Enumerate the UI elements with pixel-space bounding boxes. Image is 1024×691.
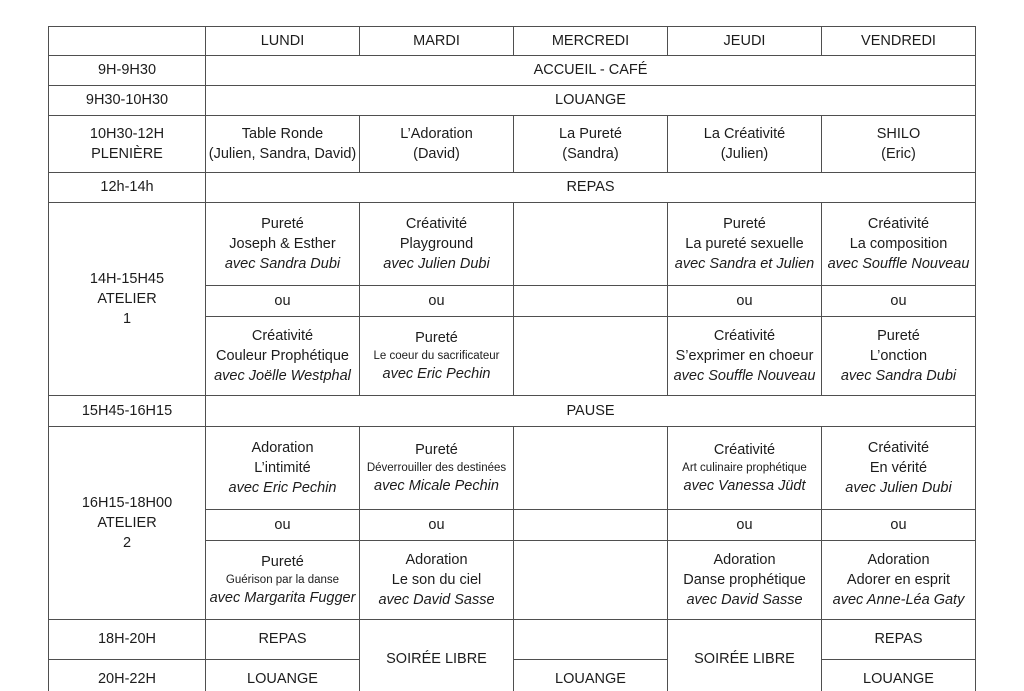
session-speaker: (David) [413, 146, 460, 162]
time-label: 10H30-12H [89, 125, 165, 142]
workshop1-vendredi-option-b [822, 317, 976, 396]
workshop-title: Danse prophétique [683, 571, 806, 588]
workshop-leader: avec Joëlle Westphal [214, 368, 351, 385]
workshop-title: Couleur Prophétique [215, 347, 349, 364]
evening-vendredi-repas: REPAS [822, 620, 976, 660]
time-slot-20h-22h: 20H-22H [49, 660, 206, 691]
workshop-title: Le coeur du sacrificateur [373, 349, 500, 362]
workshop-leader: avec Julien Dubi [845, 480, 952, 497]
workshop2-mardi-option-b [360, 541, 514, 620]
workshop-category: Pureté [877, 327, 920, 344]
or-separator-mardi: ou [360, 286, 514, 317]
time-label: ATELIER [97, 290, 157, 307]
workshop2-lundi-option-a [206, 427, 360, 510]
workshop-title: L’intimité [254, 459, 311, 476]
workshop-title: Déverrouiller des destinées [366, 461, 507, 474]
workshop-category: Pureté [723, 215, 766, 232]
time-slot-repas-midi: 12h-14h [49, 173, 206, 203]
workshop1-lundi-option-a [206, 203, 360, 286]
activity-louange-matin: LOUANGE [206, 86, 976, 116]
workshop-category: Adoration [405, 551, 468, 568]
or-separator-jeudi: ou [668, 286, 822, 317]
or-separator-lundi: ou [206, 286, 360, 317]
plenary-lundi [206, 116, 360, 173]
workshop-title: La composition [849, 235, 948, 252]
workshop2-mercredi-empty [514, 541, 668, 620]
workshop-title: Art culinaire prophétique [682, 461, 807, 474]
session-title: SHILO [876, 125, 921, 142]
time-label: 1 [122, 311, 132, 328]
evening-mercredi-empty [514, 620, 668, 660]
workshop2-mercredi-empty [514, 427, 668, 510]
session-speaker: (Julien, Sandra, David) [208, 146, 357, 162]
evening-jeudi-soiree-libre: SOIRÉE LIBRE [668, 620, 822, 691]
time-slot-accueil: 9H-9H30 [49, 56, 206, 86]
time-slot-atelier2 [49, 427, 206, 620]
workshop2-lundi-option-b [206, 541, 360, 620]
day-header-vendredi: VENDREDI [822, 27, 976, 56]
or-separator-lundi: ou [206, 510, 360, 541]
workshop-title: Joseph & Esther [229, 235, 336, 252]
workshop1-mardi-option-b [360, 317, 514, 396]
plenary-vendredi [822, 116, 976, 173]
workshop-title: Playground [399, 235, 474, 252]
time-slot-pleniere [49, 116, 206, 173]
session-title: La Créativité [703, 125, 786, 142]
workshop1-vendredi-option-a [822, 203, 976, 286]
time-label: PLENIÈRE [91, 146, 163, 162]
workshop-leader: avec Micale Pechin [374, 478, 499, 495]
workshop1-jeudi-option-a [668, 203, 822, 286]
day-header-lundi: LUNDI [206, 27, 360, 56]
workshop2-jeudi-option-b [668, 541, 822, 620]
evening-mardi-soiree-libre: SOIRÉE LIBRE [360, 620, 514, 691]
workshop-title: Adorer en esprit [846, 571, 951, 588]
session-speaker: (Julien) [720, 146, 769, 162]
time-slot-18h-20h: 18H-20H [49, 620, 206, 660]
workshop-title: S’exprimer en choeur [675, 347, 814, 364]
day-header-mardi: MARDI [360, 27, 514, 56]
time-label: ATELIER [97, 514, 157, 531]
workshop-category: Adoration [251, 439, 314, 456]
weekly-schedule-table [48, 26, 976, 691]
workshop-category: Créativité [713, 441, 776, 458]
workshop-leader: avec David Sasse [686, 592, 803, 609]
evening-mercredi-louange: LOUANGE [514, 660, 668, 691]
workshop-category: Créativité [405, 215, 468, 232]
time-slot-atelier1 [49, 203, 206, 396]
workshop2-vendredi-option-a [822, 427, 976, 510]
workshop-leader: avec Eric Pechin [228, 480, 337, 497]
workshop2-vendredi-option-b [822, 541, 976, 620]
session-speaker: (Eric) [881, 146, 916, 162]
workshop-leader: avec Anne-Léa Gaty [832, 592, 965, 609]
workshop-category: Créativité [251, 327, 314, 344]
workshop1-mardi-option-a [360, 203, 514, 286]
workshop-leader: avec Souffle Nouveau [673, 368, 816, 385]
time-label: 2 [122, 535, 132, 552]
time-label: 14H-15H45 [89, 270, 165, 287]
time-slot-pause: 15H45-16H15 [49, 396, 206, 427]
activity-repas-midi: REPAS [206, 173, 976, 203]
workshop2-mardi-option-a [360, 427, 514, 510]
workshop-category: Pureté [261, 553, 304, 570]
workshop-title: L’onction [869, 347, 928, 364]
corner-empty-cell [49, 27, 206, 56]
evening-vendredi-louange: LOUANGE [822, 660, 976, 691]
or-separator-mardi: ou [360, 510, 514, 541]
session-title: L’Adoration [400, 125, 473, 142]
workshop1-mercredi-empty [514, 203, 668, 286]
plenary-jeudi [668, 116, 822, 173]
workshop-category: Créativité [867, 215, 930, 232]
session-speaker: (Sandra) [562, 146, 619, 162]
workshop-title: La pureté sexuelle [685, 235, 804, 252]
workshop-category: Créativité [867, 439, 930, 456]
or-separator-vendredi: ou [822, 510, 976, 541]
workshop-title: En vérité [869, 459, 928, 476]
workshop-leader: avec Sandra Dubi [840, 368, 957, 385]
activity-pause: PAUSE [206, 396, 976, 427]
workshop-category: Adoration [713, 551, 776, 568]
workshop-title: Guérison par la danse [225, 573, 340, 586]
workshop-category: Pureté [415, 441, 458, 458]
day-header-jeudi: JEUDI [668, 27, 822, 56]
workshop1-lundi-option-b [206, 317, 360, 396]
workshop-leader: avec Eric Pechin [382, 366, 491, 383]
workshop-leader: avec Sandra et Julien [674, 256, 815, 273]
workshop1-mercredi-empty [514, 317, 668, 396]
workshop2-jeudi-option-a [668, 427, 822, 510]
workshop-title: Le son du ciel [391, 571, 482, 588]
workshop-leader: avec Vanessa Jüdt [683, 478, 806, 495]
session-title: Table Ronde [241, 125, 324, 142]
workshop1-jeudi-option-b [668, 317, 822, 396]
time-slot-louange-matin: 9H30-10H30 [49, 86, 206, 116]
workshop-category: Pureté [415, 329, 458, 346]
or-separator-mercredi-empty [514, 510, 668, 541]
workshop-leader: avec Sandra Dubi [224, 256, 341, 273]
plenary-mardi [360, 116, 514, 173]
evening-lundi-repas: REPAS [206, 620, 360, 660]
or-separator-vendredi: ou [822, 286, 976, 317]
time-label: 16H15-18H00 [81, 494, 173, 511]
activity-accueil-cafe: ACCUEIL - CAFÉ [206, 56, 976, 86]
or-separator-mercredi-empty [514, 286, 668, 317]
workshop-leader: avec David Sasse [378, 592, 495, 609]
workshop-category: Adoration [867, 551, 930, 568]
workshop-leader: avec Margarita Fugger [209, 590, 356, 607]
workshop-leader: avec Souffle Nouveau [827, 256, 970, 273]
evening-lundi-louange: LOUANGE [206, 660, 360, 691]
or-separator-jeudi: ou [668, 510, 822, 541]
plenary-mercredi [514, 116, 668, 173]
session-title: La Pureté [559, 125, 622, 142]
day-header-mercredi: MERCREDI [514, 27, 668, 56]
workshop-leader: avec Julien Dubi [383, 256, 490, 273]
workshop-category: Créativité [713, 327, 776, 344]
workshop-category: Pureté [261, 215, 304, 232]
